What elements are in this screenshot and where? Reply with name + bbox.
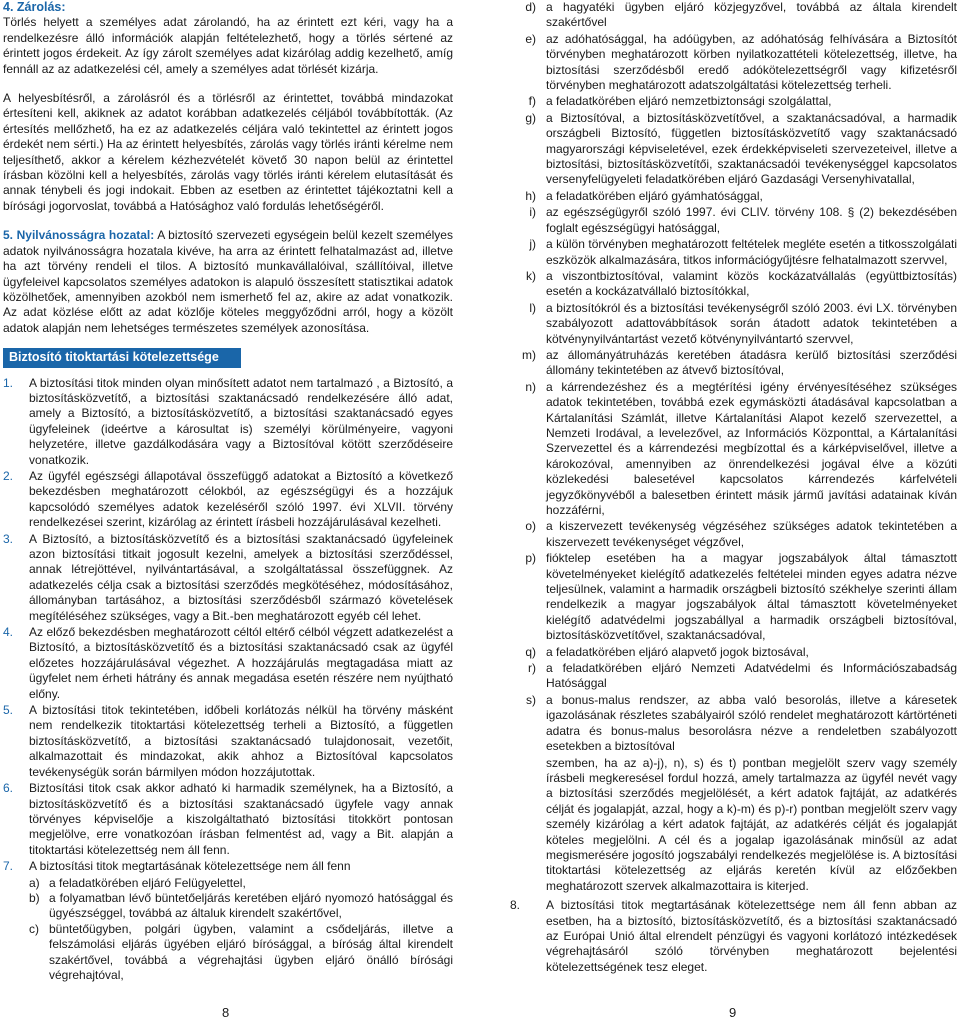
section-4-heading: 4. Zárolás: <box>3 0 66 14</box>
sub-item <box>501 111 957 188</box>
sub-item <box>501 519 957 550</box>
section-5-heading: 5. Nyilvánosságra hozatal: <box>3 228 155 243</box>
item-text: Biztosítási titok csak akkor adható ki harmadik személynek, ha a Biztosító, a biztosításközvetítő és a biztosítási szaktanácsadó ügyfele vagy annak törvényes képviselője a kiszolgáltatható biztosítási titokkört pontosan megjelölve, erre vonatkozóan írásban felmentést ad, vagy a Bit. alapján a titoktartási kötelezettség nem áll fenn. <box>29 781 453 857</box>
sub-item-text: a viszontbiztosítóval, valamint közös kockázatvállalás (együttbiztosítás) esetén a kockázatvállaló biztosítókkal, <box>546 268 957 299</box>
list-item <box>3 703 453 780</box>
sub-item-text: a hagyatéki ügyben eljáró közjegyzővel, továbbá az általa kirendelt szakértővel <box>546 0 957 30</box>
item-text: A biztosítási titok megtartásának kötelezettsége nem áll fenn <box>29 859 351 874</box>
sub-item-letter: r) <box>528 661 536 676</box>
list-item <box>3 376 453 468</box>
sub-item-letter: b) <box>29 890 40 905</box>
sub-item-text: a kárrendezéshez és a megtérítési igény érvényesítéséhez szükséges adatok tekintetében, továbbá ezek egymásközti átadásával kapcsolatban a Kártalanítási Számlát, illetve Kártalanítási Alapot kezelő szervezettel, a Nemzeti Irodával, a levelezővel, az Információs Központtal, a Kártalanítási Szervezettel és a kárrendezési megbízottal és a kárképviselővel, illetve a károkozóval, amennyiben az önrendelkezési jogával élve a közúti közlekedési balesetével kapcsolatos kárrendezés kárfelvételi jegyzőkönyvéből a balesetben érintett másik jármű javítási adatainak kíván hozzáférni, <box>546 379 957 517</box>
list-item <box>3 469 453 531</box>
item-number: 1. <box>3 375 14 390</box>
sub-item-letter: l) <box>529 300 536 315</box>
sub-item-text: a folyamatban lévő büntetőeljárás keretében eljáró nyomozó hatósággal és ügyészséggel, továbbá az általuk kirendelt szakértővel, <box>49 890 453 921</box>
sub-item <box>3 876 453 891</box>
list-item <box>3 532 453 624</box>
sub-item-text: a bonus-malus rendszer, az abba való besorolás, illetve a káresetek igazolásának részletes szabályairól szóló rendelet meghatározott kártörténeti adatra és bonus-malus besorolásra nézve a rendeletben szabályozott esetekben a biztosítóval <box>546 692 957 754</box>
page-number-left: 8 <box>222 1005 230 1020</box>
list-item <box>3 859 453 874</box>
sub-item-text: büntetőügyben, polgári ügyben, valamint a csődeljárás, illetve a felszámolási eljárás ügyében eljáró bírósággal, a bíróság által kirendelt szakértővel, továbbá a végrehajtási ügyben eljáró önálló bírósági végrehajtóval, <box>49 921 453 982</box>
sub-item-text: az egészségügyről szóló 1997. évi CLIV. törvény 108. § (2) bekezdésében foglalt egészségügyi hatósággal, <box>546 205 957 235</box>
item-number: 2. <box>3 468 14 483</box>
sub-item-letter: p) <box>525 551 536 566</box>
sub-item <box>501 269 957 300</box>
sub-item-letter: k) <box>526 268 536 283</box>
sub-item <box>501 661 957 692</box>
sub-item <box>501 645 957 660</box>
item-number: 6. <box>3 781 14 796</box>
item-number: 3. <box>3 531 14 546</box>
sub-item <box>501 237 957 268</box>
sub-item-letter: f) <box>528 94 536 109</box>
sub-item-letter: q) <box>525 644 536 659</box>
sub-item-letter: i) <box>529 205 536 220</box>
sub-item <box>501 189 957 204</box>
item-number: 8. <box>510 898 521 913</box>
item-text: A biztosítási titok tekintetében, időbeli korlátozás nélkül ha törvény másként nem rendelkezik titoktartási kötelezettség terheli a Biztosító, a független biztosításközvetítő, a biztosítási szaktanácsadó tulajdonosait, vezetőit, alkalmazottait és mindazokat, akik ahhoz a Biztosítóval kapcsolatos tevékenységük során bármilyen módon hozzájutottak. <box>29 703 453 779</box>
right-column <box>501 0 957 975</box>
sub-item <box>3 922 453 984</box>
sub-item-text: a kiszervezett tevékenység végzéséhez szükséges adatok tekintetében a kiszervezett tevékenységet végzővel, <box>546 519 957 549</box>
sub-item-text: az adóhatósággal, ha adóügyben, az adóhatóság felhívására a Biztosítót törvényben meghatározott körben nyilatkozattételi kötelezettség, illetve, ha biztosítási szerződésből eredő adókötelezettségről vagy kifizetésről törvényben meghatározott adatszolgáltatási kötelezettség terheli. <box>546 31 957 93</box>
sub-item-letter: e) <box>525 31 536 46</box>
confidentiality-banner: Biztosító titoktartási kötelezettsége <box>3 348 241 367</box>
sub-item <box>501 348 957 379</box>
item-text: Az ügyfél egészségi állapotával összefüggő adatokat a Biztosító a következő bekezdésben meghatározott célokból, az egészségügyi és a hozzájuk kapcsolódó személyes adatok kezeléséről szóló 1997. évi XLVII. törvény rendelkezései szerint, kizárólag az érintett írásbeli hozzájárulásával kezelheti. <box>29 468 453 530</box>
sub-item <box>501 205 957 236</box>
item-number: 7. <box>3 859 14 874</box>
section-5-paragraph <box>3 228 453 336</box>
sub-item-letter: g) <box>525 110 536 125</box>
item-number: 5. <box>3 703 14 718</box>
sub-item <box>3 891 453 922</box>
sub-item-text: a feladatkörében eljáró gyámhatósággal, <box>546 188 763 203</box>
sub-item-text: a külön törvényben meghatározott feltételek megléte esetén a titkosszolgálati eszközök alkalmazására, titkos információgyűjtésre felhatalmazott szervvel, <box>546 237 957 267</box>
sub-item-text: a Biztosítóval, a biztosításközvetítővel, a szaktanácsadóval, a harmadik országbeli Biztosító, független biztosításközvetítő vagy szaktanácsadó magyarországi képviseletével, ezek érdekképviseleti szervezeteivel, illetve a biztosítási, biztosításközvetítői, szaktanácsadói tevékenységgel kapcsolatos versenyfelügyeleti feladatkörében eljáró Gazdasági Versenyhivatallal, <box>546 110 957 187</box>
sub-item-letter: c) <box>29 921 39 936</box>
section-5-text: A biztosító szervezeti egységein belül kezelt személyes adatok nyilvánosságra hozatala kivéve, ha arra az érintett felhatalmazást ad, illetve ha azt törvény rendeli el tilos. A biztosító munkavállalóival, szállítóival, illetve ügyfeleivel kapcsolatos személyes adatokon is alapuló összesített statisztikai adatok közölhetőek, amennyiben azokból nem ismerhető fel az, akire az adat vonatkozik. Az adat közlése előtt az adat közlője köteles meggyőződni arról, hogy a közölt adatok alapján nem lehetséges természetes személyek azonosítása. <box>3 228 453 335</box>
sub-item-text: a feladatkörében eljáró Felügyelettel, <box>49 875 246 890</box>
section-4-paragraph-2: A helyesbítésről, a zárolásról és a törlésről az érintettet, továbbá mindazokat értesíteni kell, akiknek az adatot korábban adatkezelés céljából továbbították. (Az értesítés mellőzhető, ha ez az adatkezelés céljára való tekintettel az érintett jogos érdekét nem sérti.) Ha az érintett helyesbítés, zárolás vagy törlés iránti kérelme nem teljesíthető, akkor a kérelem kézhezvételét követő 30 napon belül az érintettel írásban közölni kell a helyesbítés, zárolás vagy törlés iránti kérelem elutasítását és annak ténybeli és jogi indokait. Ebben az esetben az érintettet tájékoztatni kell a bírósági jogorvoslat, továbbá a Hatósághoz való fordulás lehetőségéről. <box>3 91 453 213</box>
sub-item-letter: o) <box>525 519 536 534</box>
exception-paragraph: szemben, ha az a)-j), n), s) és t) pontban megjelölt szerv vagy személy írásbeli megkeresésel fordul hozzá, amely tartalmazza az ügyfél nevét vagy a biztosítási szerződés megjelölését, a kért adatok fajtáját, az adatkérés célját és jogalapját, azzal, hogy a k)-m) és p)-r) pontban megjelölt szerv vagy személy kizárólag a kért adatok fajtáját, az adatkérés célját és jogalapját köteles megjelölni. A cél és a jogalap igazolásának minősül az adat megismerésére jogosító jogszabályi rendelkezés megjelölése is. A biztosítási titoktartási kötelezettség az eljárás keretén kívül az előzőekben meghatározott szervek alkalmazottaira is kiterjed. <box>546 755 957 893</box>
item-number: 4. <box>3 625 14 640</box>
sub-item-text: a feladatkörében eljáró Nemzeti Adatvédelmi és Információszabadság Hatósággal <box>546 661 957 691</box>
item-text: A biztosítási titok minden olyan minősített adatot nem tartalmazó , a Biztosító, a biztosításközvetítő, a biztosítási szaktanácsadó rendelkezésére álló adat, amely a Biztosító, a biztosításközvetítő, a biztosítási szaktanácsadó egyes ügyfeleinek (ideértve a károsultat is) személyi körülményeire, vagyoni helyzetére, illetve gazdálkodására vagy a Biztosítóval kötött szerződéseire vonatkozik. <box>29 375 453 467</box>
sub-item-text: a feladatkörében eljáró nemzetbiztonsági szolgálattal, <box>546 94 832 109</box>
sub-item-letter: s) <box>526 692 536 707</box>
item-text: A Biztosító, a biztosításközvetítő és a biztosítási szaktanácsadó ügyfeleinek azon biztosítási titkait jogosult kezelni, amelyek a biztosítási szerződéssel, annak létrejöttével, nyilvántartásával, a szolgáltatással összefüggnek. Az adatkezelés célja csak a biztosítási szerződés megkötéséhez, módosításához, állományban tartásához, a biztosítási szerződésből származó követelések megítéléséhez szükséges, vagy a Bit.-ben meghatározott egyéb cél lehet. <box>29 531 453 623</box>
sub-item <box>501 0 957 31</box>
sub-item-text: a feladatkörében eljáró alapvető jogok biztosával, <box>546 644 809 659</box>
sub-item <box>501 693 957 755</box>
list-item <box>3 625 453 702</box>
sub-item <box>501 32 957 94</box>
section-4-paragraph-1: Törlés helyett a személyes adat zárolandó, ha az érintett ezt kéri, vagy ha a rendelkezésre álló információk alapján feltételezhető, hogy a törlés sértené az érintett jogos érdekeit. Az így zárolt személyes adat kizárólag addig kezelhető, amíg fennáll az az adatkezelési cél, amely a személyes adat törlését kizárja. <box>3 15 453 76</box>
sub-item-letter: j) <box>529 237 536 252</box>
list-item <box>501 898 957 975</box>
sub-item <box>501 551 957 643</box>
confidentiality-list <box>3 376 453 984</box>
list-item <box>3 781 453 858</box>
item-text: A biztosítási titok megtartásának kötelezettsége nem áll fenn abban az esetben, ha a biztosító, biztosításközvetítő, és a biztosítási szaktanácsadó az Európai Unió által elrendelt pénzügyi és vagyoni korlátozó intézkedések végrehajtásáról szóló törvényben meghatározott bejelentési kötelezettségének tesz eleget. <box>546 898 957 974</box>
sub-item-text: fióktelep esetében ha a magyar jogszabályok által támasztott követelményeket kielégítő adatkezelés feltételei minden egyes adatra nézve teljesülnek, valamint a harmadik országbeli biztosító székhelye szerinti állam rendelkezik a magyar jogszabályok által támasztott követelményeket kielégítő adatvédelmi jogszabállyal a harmadik országbeli biztosítóval, biztosításközvetítővel, szaktanácsadóval, <box>546 551 957 643</box>
sub-item-letter: d) <box>525 0 536 14</box>
page-number-right: 9 <box>729 1005 737 1020</box>
sub-item-letter: n) <box>525 379 536 394</box>
sub-item-text: az állományátruházás keretében átadásra kerülő biztosítási szerződési állomány tekintetében az átvevő biztosítóval, <box>546 347 957 378</box>
sub-item <box>501 380 957 519</box>
exception-list <box>501 0 957 755</box>
sub-item-letter: a) <box>29 875 40 890</box>
sub-item-letter: h) <box>525 188 536 203</box>
sub-item-letter: m) <box>522 347 536 362</box>
sub-item-text: a biztosítókról és a biztosítási tevékenységről szóló 2003. évi LX. törvényben szabályozott adattovábbítások során átadott adatok tekintetében a kötvénynyilvántartást vezető kötvénynyilvántartó szervvel, <box>546 300 957 346</box>
sub-item <box>501 301 957 347</box>
sub-item <box>501 94 957 109</box>
left-column <box>3 0 453 983</box>
item-text: Az előző bekezdésben meghatározott céltól eltérő célból végzett adatkezelést a Biztosító, a biztosításközvetítő és a biztosítási szaktanácsadó csak az ügyfél előzetes hozzájárulásával végezhet. A hozzájárulás megtagadása miatt az ügyfelet nem érheti hátrány és annak megadása esetén részére nem nyújtható előny. <box>29 625 453 701</box>
